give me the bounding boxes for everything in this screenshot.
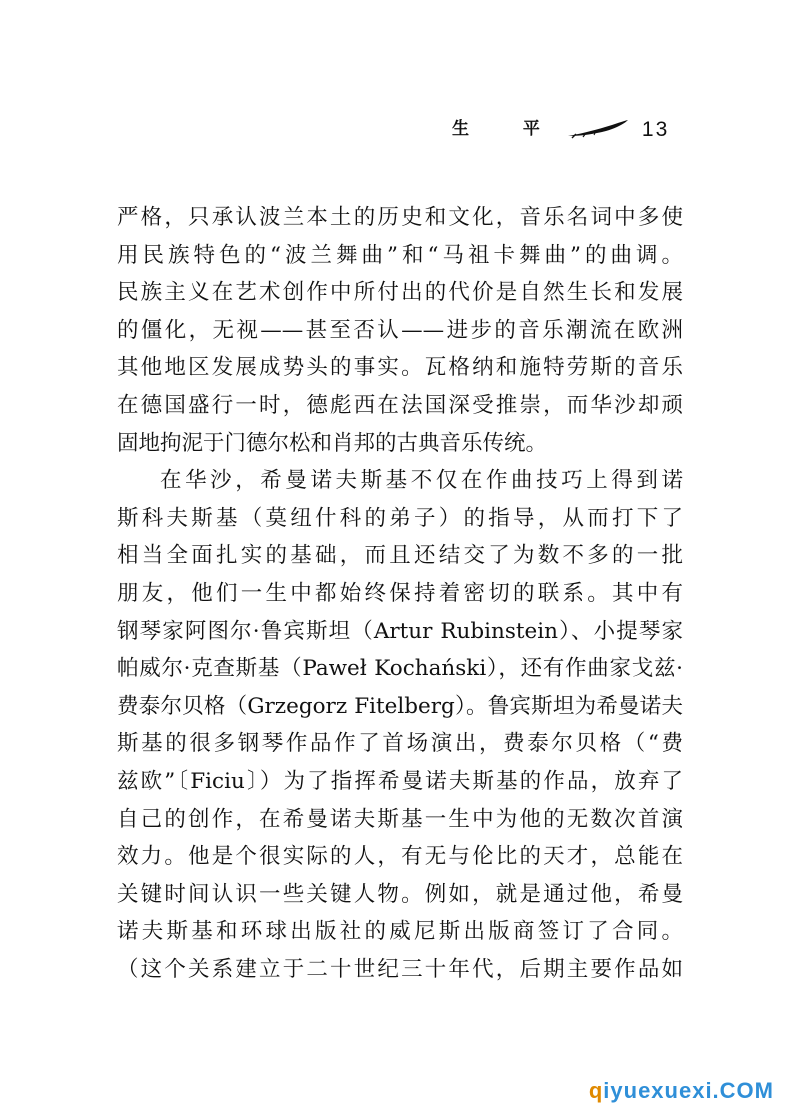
text-line: 斯基的很多钢琴作品作了首场演出，费泰尔贝格（“费 xyxy=(117,731,683,757)
text-line: 兹欧”〔Ficiu〕）为了指挥希曼诺夫斯基的作品，放弃了 xyxy=(117,768,683,794)
text-line: 在华沙，希曼诺夫斯基不仅在作曲技巧上得到诺 xyxy=(160,468,683,494)
text-line: 在德国盛行一时，德彪西在法国深受推崇，而华沙却顽 xyxy=(117,392,683,418)
text-line: 斯科夫斯基（莫纽什科的弟子）的指导，从而打下了 xyxy=(117,505,683,531)
chapter-title: 生 平 xyxy=(452,118,564,139)
text-line: 相当全面扎实的基础，而且还结交了为数不多的一批 xyxy=(117,543,683,569)
text-line: 固地拘泥于门德尔松和肖邦的古典音乐传统。 xyxy=(117,430,548,456)
text-line: 诺夫斯基和环球出版社的威尼斯出版商签订了合同。 xyxy=(117,919,683,945)
text-line: 费泰尔贝格（Grzegorz Fitelberg）。鲁宾斯坦为希曼诺夫 xyxy=(117,693,683,719)
text-line: 严格，只承认波兰本土的历史和文化，音乐名词中多使 xyxy=(117,205,683,230)
text-line: 自己的创作，在希曼诺夫斯基一生中为他的无数次首演 xyxy=(117,806,683,832)
site-watermark xyxy=(589,1080,774,1102)
body-text xyxy=(117,199,683,988)
text-line: 民族主义在艺术创作中所付出的代价是自然生长和发展 xyxy=(117,280,683,306)
text-line: （这个关系建立于二十世纪三十年代，后期主要作品如 xyxy=(117,956,683,982)
page-number: 13 xyxy=(641,117,670,141)
text-line: 帕威尔·克查斯基（Paweł Kochański），还有作曲家戈兹· xyxy=(117,656,683,682)
text-line: 的僵化，无视——甚至否认——进步的音乐潮流在欧洲 xyxy=(117,317,683,343)
quill-pen-ornament-icon xyxy=(566,119,630,139)
watermark-first-letter: q xyxy=(588,1078,604,1103)
text-line: 其他地区发展成势头的事实。瓦格纳和施特劳斯的音乐 xyxy=(117,355,683,381)
text-line: 钢琴家阿图尔·鲁宾斯坦（Artur Rubinstein）、小提琴家 xyxy=(117,618,683,644)
text-line: 朋友，他们一生中都始终保持着密切的联系。其中有 xyxy=(117,580,683,606)
text-line: 用民族特色的“波兰舞曲”和“马祖卡舞曲”的曲调。 xyxy=(117,242,683,268)
text-line: 效力。他是个很实际的人，有无与伦比的天才，总能在 xyxy=(117,844,683,870)
text-line: 关键时间认识一些关键人物。例如，就是通过他，希曼 xyxy=(117,881,683,907)
running-header xyxy=(452,114,692,144)
watermark-domain: iyuexuexi.COM xyxy=(603,1078,774,1103)
